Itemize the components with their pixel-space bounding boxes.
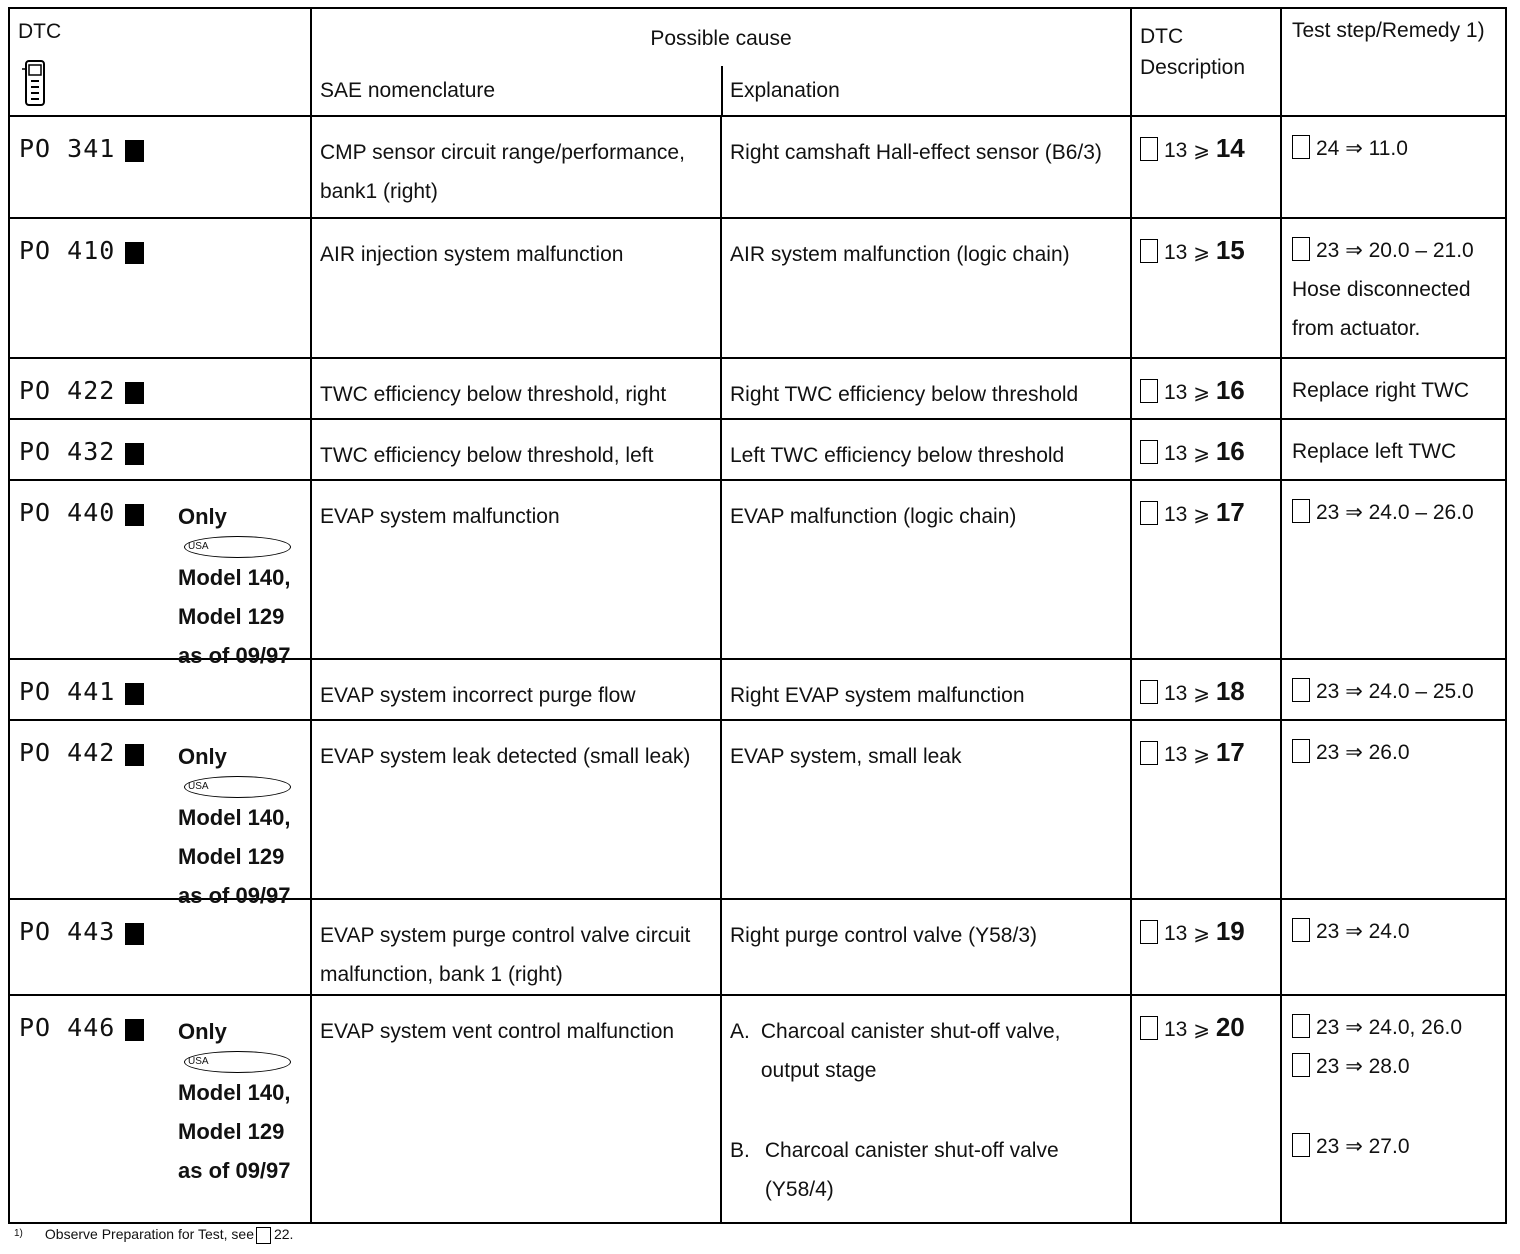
refer-arrow-icon: ⩾ (1193, 382, 1210, 404)
page-ref-icon (1140, 1016, 1158, 1040)
refer-arrow-icon: ⩾ (1193, 140, 1210, 162)
dtc-description-cell: 13 ⩾ 14 (1131, 116, 1281, 218)
sae-nomenclature: TWC efficiency below threshold, right (320, 383, 667, 406)
remedy-step: 23 ⇒ 24.0 – 26.0 (1292, 493, 1499, 532)
table-row (9, 419, 1506, 480)
remedy-cell (1281, 899, 1506, 995)
table-row (9, 659, 1506, 720)
model-note (178, 737, 291, 915)
page-ref-icon (1292, 1053, 1310, 1077)
dtc-table (8, 7, 1507, 1224)
page-ref-icon (1140, 741, 1158, 765)
dtc-code: PO 446 (19, 1013, 116, 1042)
dtc-code: PO 442 (19, 738, 116, 767)
explanation: Left TWC efficiency below threshold (730, 444, 1065, 467)
remedy-step: 23 ⇒ 24.0, 26.0 (1292, 1008, 1499, 1047)
dtc-cell (9, 218, 311, 358)
header-test-step: Test step/Remedy 1) (1292, 19, 1485, 42)
dtc-status-block-icon (125, 242, 144, 264)
refer-arrow-icon: ⩾ (1193, 242, 1210, 264)
page-ref-icon (1140, 680, 1158, 704)
header-dtc: DTC (18, 20, 62, 43)
model-note-line: as of 09/97 (178, 1158, 291, 1183)
remedy-step: 23 ⇒ 28.0 (1292, 1047, 1499, 1086)
page-ref-icon (1292, 678, 1310, 702)
refer-arrow-icon: ⩾ (1193, 923, 1210, 945)
explanation-cell (721, 899, 1131, 995)
remedy-cell (1281, 358, 1506, 419)
sae-cell (311, 218, 721, 358)
sae-cell (311, 659, 721, 720)
refer-arrow-icon: ⩾ (1193, 744, 1210, 766)
explanation: Right purge control valve (Y58/3) (730, 924, 1037, 947)
explanation: Right camshaft Hall-effect sensor (B6/3) (730, 141, 1102, 164)
dtc-description-cell: 13 ⩾ 20 (1131, 995, 1281, 1223)
remedy-step: 23 ⇒ 24.0 – 25.0 (1292, 672, 1499, 711)
sae-nomenclature: AIR injection system malfunction (320, 243, 624, 266)
sae-nomenclature: EVAP system malfunction (320, 505, 560, 528)
dtc-description-cell: 13 ⩾ 18 (1131, 659, 1281, 720)
table-row (9, 116, 1506, 218)
page-ref-icon (1292, 237, 1310, 261)
remedy-step: 23 ⇒ 27.0 (1292, 1127, 1499, 1166)
page-ref-icon (256, 1227, 271, 1244)
model-note-line: as of 09/97 (178, 643, 291, 668)
model-note-line: Model 140, (178, 805, 291, 830)
dtc-status-block-icon (125, 504, 144, 526)
explanation-cell (721, 995, 1131, 1223)
table-row (9, 899, 1506, 995)
usa-badge-icon: USA (184, 1051, 291, 1073)
footnote-marker: 1) (14, 1228, 23, 1239)
explanation-cell (721, 358, 1131, 419)
explanation: Right EVAP system malfunction (730, 684, 1025, 707)
sae-cell (311, 995, 721, 1223)
explanation-cell (721, 659, 1131, 720)
remedy-text: Hose disconnected from actuator. (1292, 278, 1471, 340)
remedy-step: 23 ⇒ 20.0 – 21.0 (1292, 231, 1499, 270)
explanation: AIR system malfunction (logic chain) (730, 243, 1070, 266)
page-ref-icon (1140, 920, 1158, 944)
header-possible-cause: Possible cause (650, 27, 792, 50)
explanation-item: A. Charcoal canister shut-off valve, output stage (730, 1020, 1061, 1082)
footnote-text: Observe Preparation for Test, see (44, 1226, 254, 1242)
dtc-status-block-icon (125, 683, 144, 705)
sae-nomenclature: EVAP system leak detected (small leak) (320, 745, 691, 768)
remedy-cell (1281, 659, 1506, 720)
sae-nomenclature: EVAP system incorrect purge flow (320, 684, 636, 707)
dtc-cell (9, 358, 311, 419)
remedy-step: 23 ⇒ 26.0 (1292, 733, 1499, 772)
model-note-line: Model 129 (178, 1119, 285, 1144)
refer-arrow-icon: ⩾ (1193, 1019, 1210, 1041)
page-ref-icon (1292, 918, 1310, 942)
sae-nomenclature: TWC efficiency below threshold, left (320, 444, 654, 467)
dtc-status-block-icon (125, 744, 144, 766)
refer-arrow-icon: ⩾ (1193, 443, 1210, 465)
dtc-status-block-icon (125, 923, 144, 945)
usa-badge-icon: USA (184, 776, 291, 798)
page-ref-icon (1292, 135, 1310, 159)
page-ref-icon (1292, 739, 1310, 763)
dtc-description-cell: 13 ⩾ 17 (1131, 480, 1281, 659)
usa-badge-icon: USA (184, 536, 291, 558)
page-ref-icon (1292, 1133, 1310, 1157)
remedy-text: Replace left TWC (1292, 440, 1457, 463)
remedy-cell (1281, 995, 1506, 1223)
explanation-cell (721, 480, 1131, 659)
dtc-code: PO 410 (19, 236, 116, 265)
dtc-description-cell: 13 ⩾ 16 (1131, 419, 1281, 480)
dtc-status-block-icon (125, 140, 144, 162)
header-sae: SAE nomenclature (320, 79, 496, 102)
dtc-description-cell: 13 ⩾ 16 (1131, 358, 1281, 419)
explanation-cell (721, 419, 1131, 480)
remedy-cell (1281, 480, 1506, 659)
scanner-icon (22, 59, 48, 107)
header-explanation: Explanation (730, 79, 840, 102)
remedy-cell (1281, 419, 1506, 480)
page-ref-icon (1140, 239, 1158, 263)
dtc-cell (9, 116, 311, 218)
model-note-line: Model 129 (178, 844, 285, 869)
sae-cell (311, 720, 721, 899)
dtc-cell (9, 659, 311, 720)
table-row (9, 358, 1506, 419)
explanation: EVAP malfunction (logic chain) (730, 505, 1017, 528)
explanation: Right TWC efficiency below threshold (730, 383, 1079, 406)
table-row (9, 218, 1506, 358)
sae-cell (311, 419, 721, 480)
remedy-cell (1281, 218, 1506, 358)
remedy-step: 23 ⇒ 24.0 (1292, 912, 1499, 951)
dtc-code: PO 432 (19, 437, 116, 466)
dtc-cell (9, 419, 311, 480)
dtc-code: PO 341 (19, 134, 116, 163)
header-dtc-description: DTC Description (1140, 25, 1246, 79)
model-note-line: as of 09/97 (178, 883, 291, 908)
dtc-cell (9, 995, 311, 1223)
refer-arrow-icon: ⩾ (1193, 683, 1210, 705)
explanation-cell (721, 116, 1131, 218)
sae-cell (311, 116, 721, 218)
dtc-status-block-icon (125, 382, 144, 404)
model-note-line: Only USA (178, 497, 291, 558)
sae-nomenclature: CMP sensor circuit range/performance, bank1 (right) (320, 141, 685, 203)
dtc-description-cell: 13 ⩾ 17 (1131, 720, 1281, 899)
sae-nomenclature: EVAP system purge control valve circuit malfunction, bank 1 (right) (320, 924, 691, 986)
dtc-description-cell: 13 ⩾ 19 (1131, 899, 1281, 995)
dtc-code: PO 440 (19, 498, 116, 527)
dtc-status-block-icon (125, 443, 144, 465)
remedy-step: 24 ⇒ 11.0 (1292, 129, 1499, 168)
explanation-cell (721, 218, 1131, 358)
model-note-line: Model 129 (178, 604, 285, 629)
page-ref-icon (1140, 440, 1158, 464)
remedy-text: Replace right TWC (1292, 379, 1470, 402)
sae-cell (311, 358, 721, 419)
page-ref-icon (1140, 137, 1158, 161)
model-note (178, 497, 291, 675)
dtc-cell (9, 899, 311, 995)
dtc-status-block-icon (125, 1019, 144, 1041)
model-note-line: Model 140, (178, 1080, 291, 1105)
table-row (9, 480, 1506, 659)
dtc-code: PO 422 (19, 376, 116, 405)
sae-nomenclature: EVAP system vent control malfunction (320, 1020, 675, 1043)
footnote (14, 1224, 293, 1244)
sae-cell (311, 480, 721, 659)
sae-cell (311, 899, 721, 995)
remedy-cell (1281, 720, 1506, 899)
model-note-line: Model 140, (178, 565, 291, 590)
model-note-line: Only USA (178, 1012, 291, 1073)
explanation-item: B. Charcoal canister shut-off valve (Y58/4) (730, 1139, 1059, 1201)
explanation-cell (721, 720, 1131, 899)
page-ref-icon (1292, 1014, 1310, 1038)
explanation: EVAP system, small leak (730, 745, 962, 768)
page-ref-icon (1140, 501, 1158, 525)
remedy-cell (1281, 116, 1506, 218)
dtc-code: PO 443 (19, 917, 116, 946)
model-note-line: Only USA (178, 737, 291, 798)
footnote-ref: 22. (273, 1226, 294, 1242)
page-ref-icon (1140, 379, 1158, 403)
dtc-cell (9, 720, 311, 908)
page-ref-icon (1292, 499, 1310, 523)
header-row (9, 8, 1506, 116)
model-note (178, 1012, 291, 1190)
refer-arrow-icon: ⩾ (1193, 504, 1210, 526)
table-row (9, 995, 1506, 1223)
table-row (9, 720, 1506, 899)
dtc-code: PO 441 (19, 677, 116, 706)
dtc-description-cell: 13 ⩾ 15 (1131, 218, 1281, 358)
dtc-cell (9, 480, 311, 668)
